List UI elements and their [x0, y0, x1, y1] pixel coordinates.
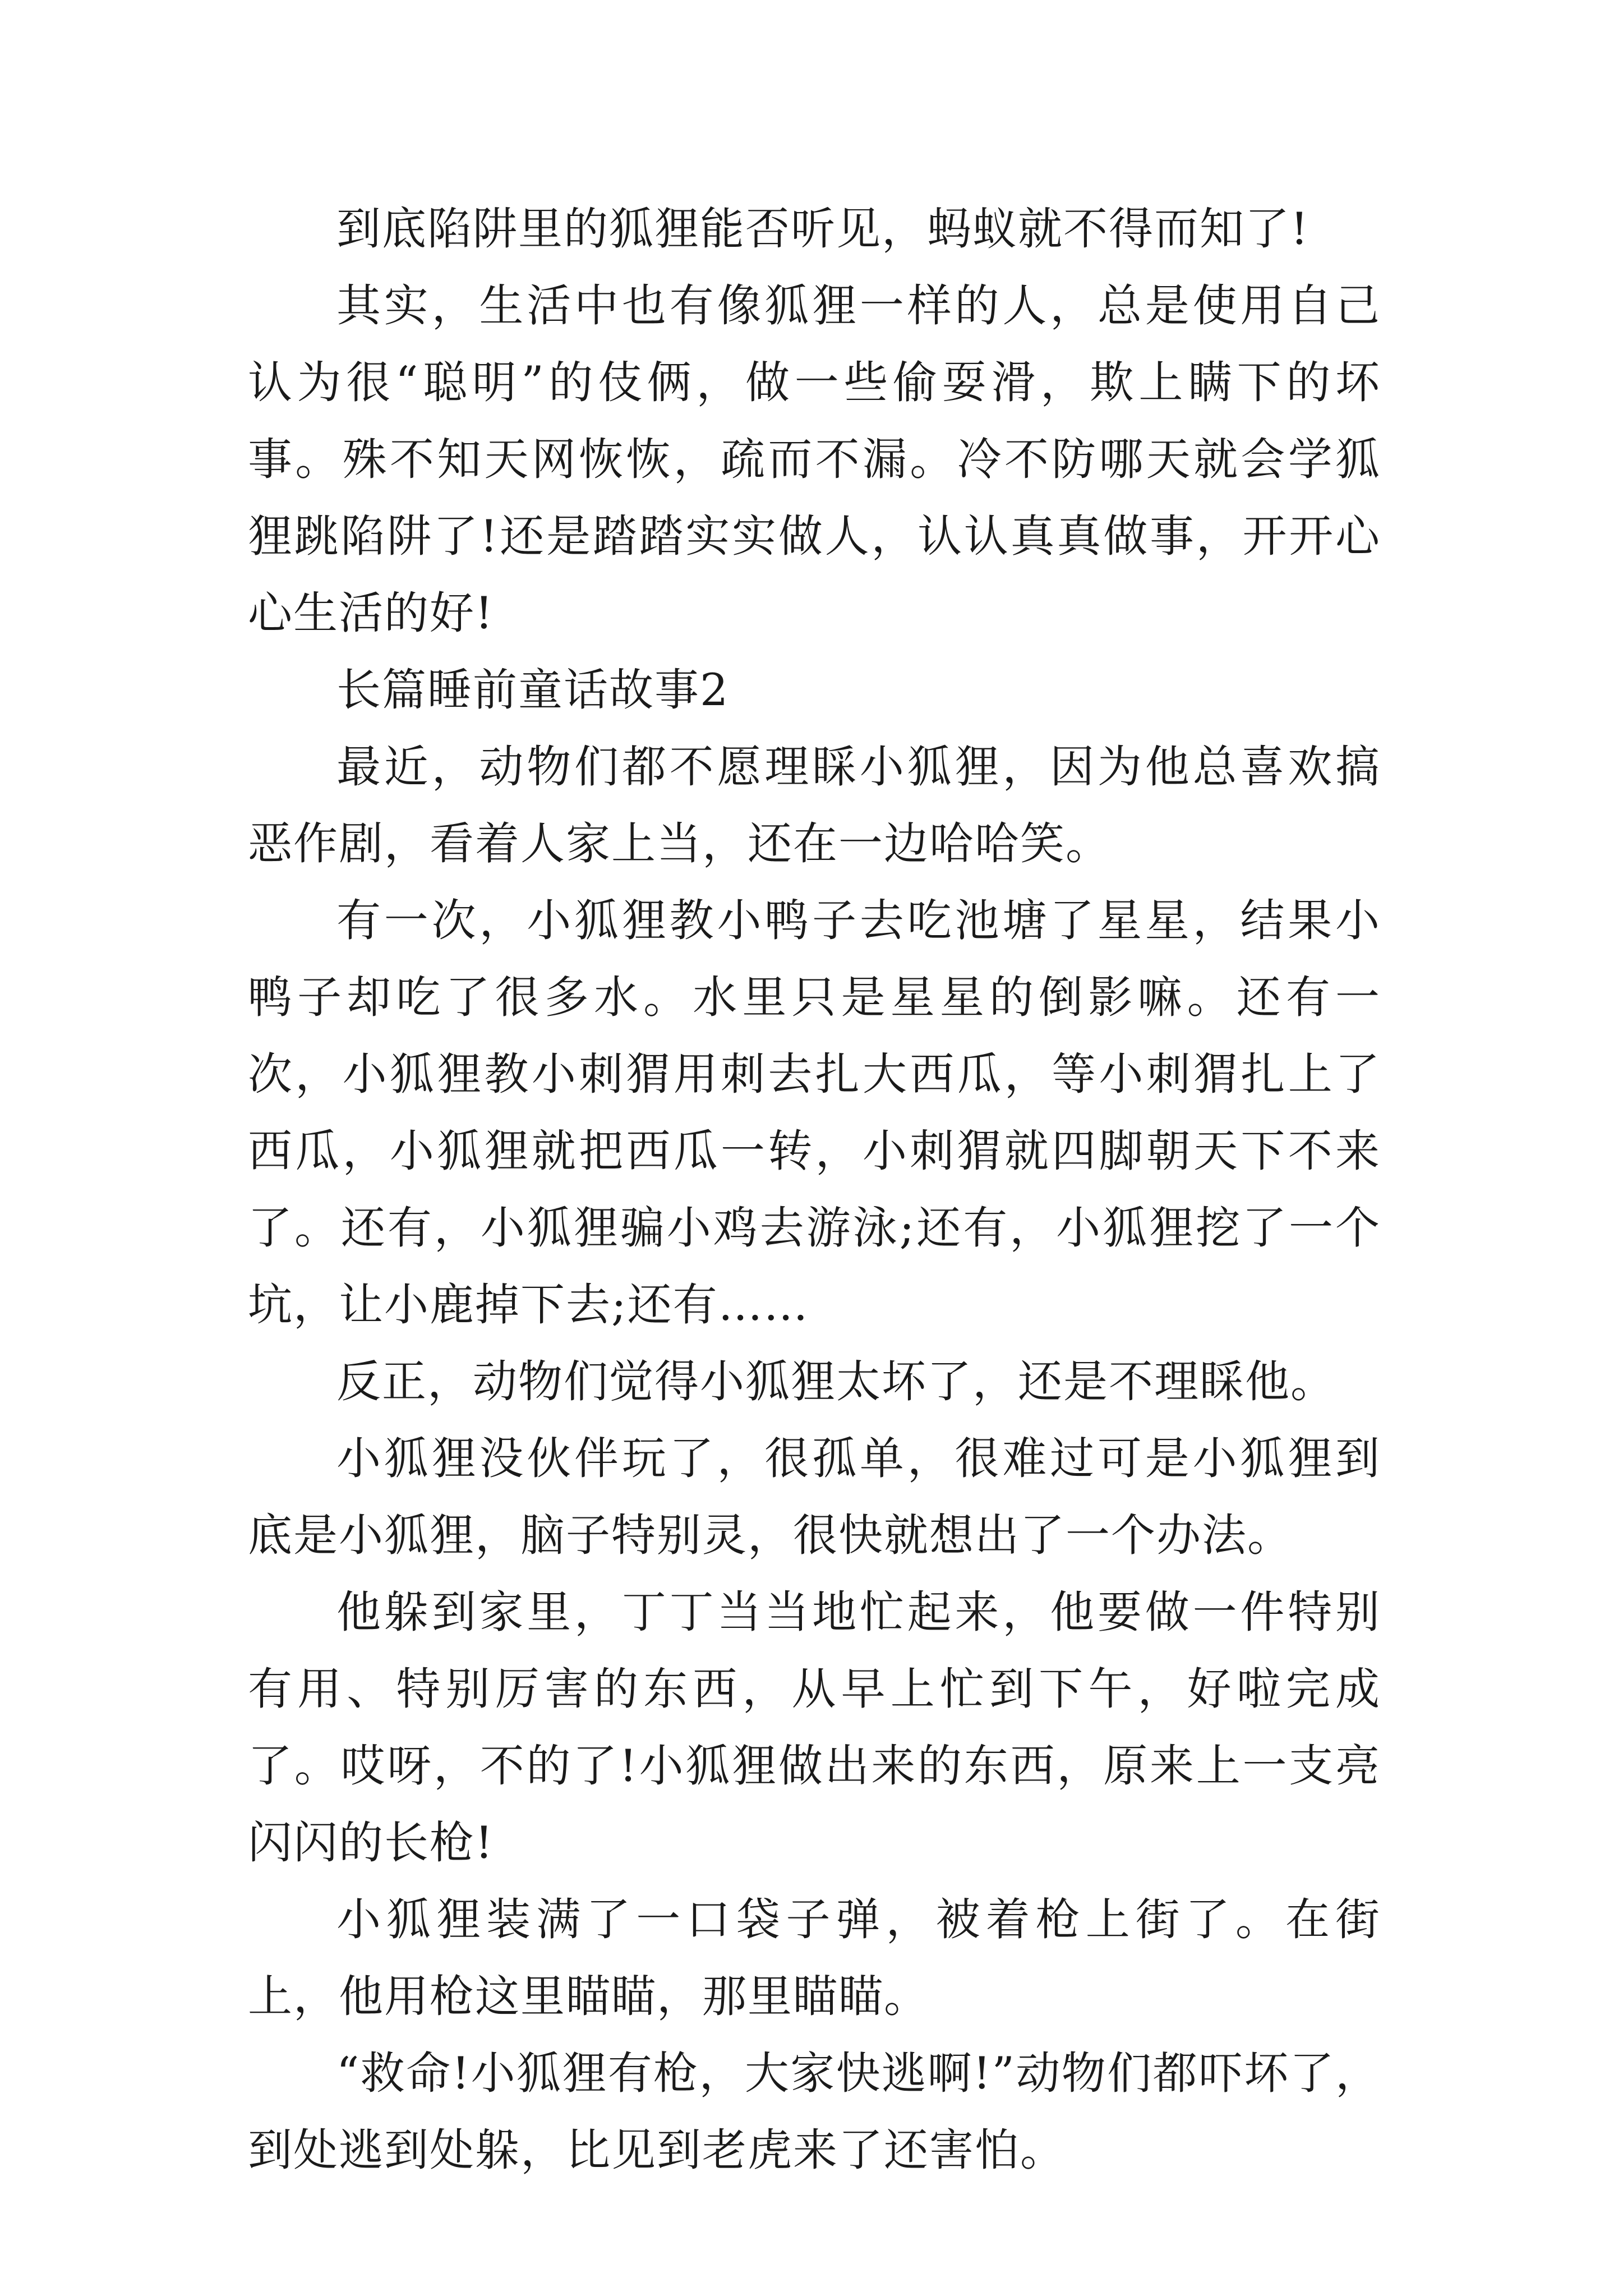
- section-title: 长篇睡前童话故事2: [336, 664, 730, 716]
- paragraph: 最近，动物们都不愿理睬小狐狸，因为他总喜欢搞恶作剧，看着人家上当，还在一边哈哈笑。: [248, 741, 1381, 869]
- paragraph: 他躲到家里，丁丁当当地忙起来，他要做一件特别有用、特别厉害的东西，从早上忙到下午，好啦完成了。哎呀，不的了!小狐狸做出来的东西，原来上一支亮闪闪的长枪!: [248, 1586, 1381, 1869]
- paragraph: 有一次，小狐狸教小鸭子去吃池塘了星星，结果小鸭子却吃了很多水。水里只是星星的倒影嘛。还有一次，小狐狸教小刺猬用刺去扎大西瓜，等小刺猬扎上了西瓜，小狐狸就把西瓜一转，小刺猬就四脚朝天下不来了。还有，小狐狸骗小鸡去游泳;还有，小狐狸挖了一个坑，让小鹿掉下去;还有……: [248, 895, 1381, 1331]
- paragraph: 其实，生活中也有像狐狸一样的人，总是使用自己认为很“聪明”的伎俩，做一些偷耍滑，欺上瞒下的坏事。殊不知天网恢恢，疏而不漏。冷不防哪天就会学狐狸跳陷阱了!还是踏踏实实做人，认认真真做事，开开心心生活的好!: [248, 280, 1381, 639]
- paragraph: 反正，动物们觉得小狐狸太坏了，还是不理睬他。: [336, 1356, 1336, 1407]
- paragraph: 小狐狸没伙伴玩了，很孤单，很难过可是小狐狸到底是小狐狸，脑子特别灵，很快就想出了一个办法。: [248, 1433, 1381, 1561]
- paragraph: “救命!小狐狸有枪，大家快逃啊!”动物们都吓坏了，到处逃到处躲，比见到老虎来了还害怕。: [248, 2047, 1381, 2176]
- document-body: [248, 191, 1381, 2189]
- paragraph: 到底陷阱里的狐狸能否听见，蚂蚁就不得而知了!: [336, 203, 1310, 255]
- paragraph: 小狐狸装满了一口袋子弹，被着枪上街了。在街上，他用枪这里瞄瞄，那里瞄瞄。: [248, 1894, 1381, 2022]
